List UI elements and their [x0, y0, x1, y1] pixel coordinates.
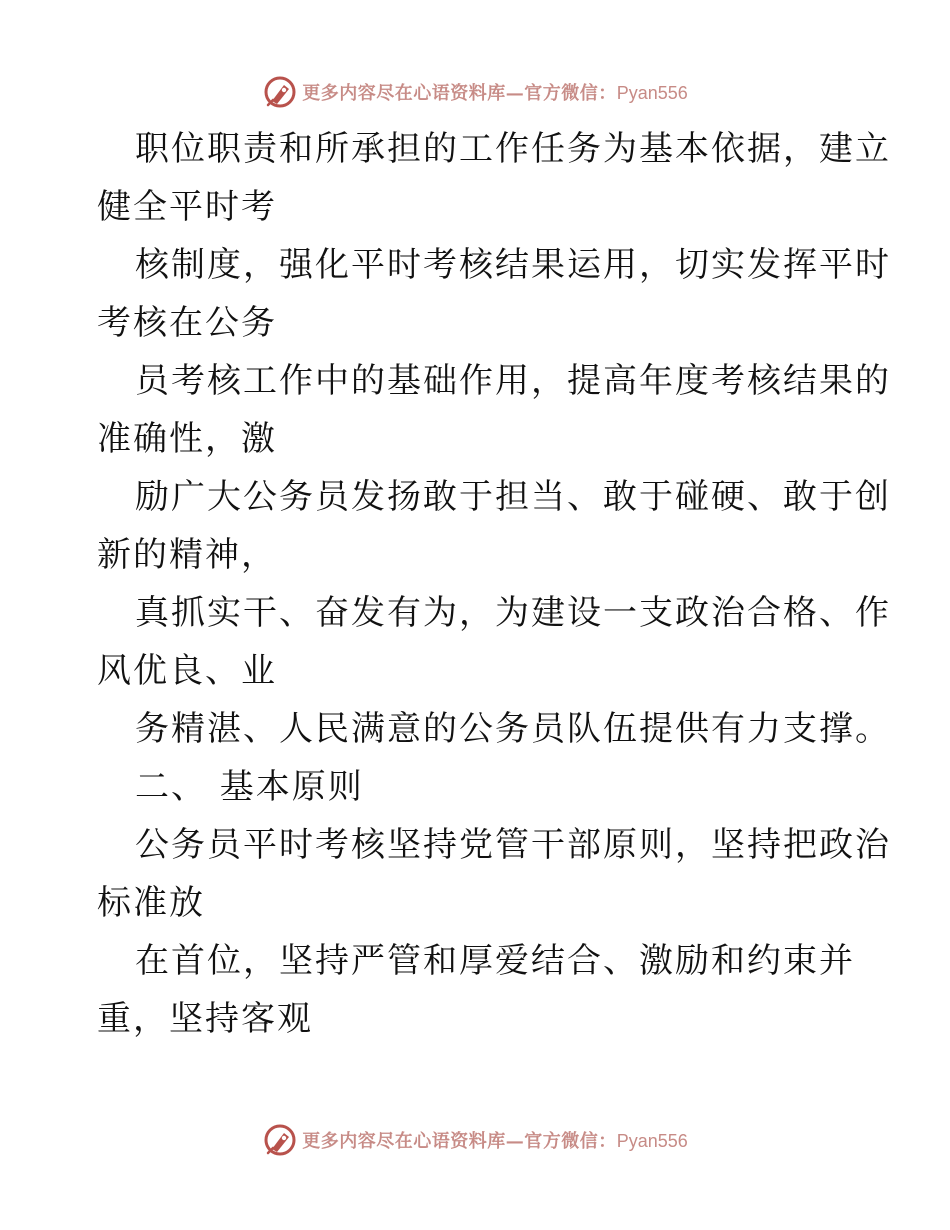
body-text-line: 健全平时考	[97, 187, 277, 227]
body-text-line: 新的精神，	[97, 535, 277, 575]
body-text-line: 核制度，强化平时考核结果运用，切实发挥平时	[135, 245, 891, 285]
watermark-text: 更多内容尽在心语资料库—官方微信：Pyan556	[302, 83, 688, 104]
body-text-line: 公务员平时考核坚持党管干部原则，坚持把政治	[135, 825, 891, 865]
body-text-line: 员考核工作中的基础作用，提高年度考核结果的	[135, 361, 891, 401]
body-text-line: 在首位，坚持严管和厚爱结合、激励和约束并	[135, 941, 855, 981]
pen-nib-logo-icon	[262, 1122, 298, 1158]
body-text-line: 考核在公务	[97, 303, 277, 343]
body-text-line: 准确性，激	[97, 419, 277, 459]
watermark-text: 更多内容尽在心语资料库—官方微信：Pyan556	[302, 1131, 688, 1152]
body-text-line: 标准放	[97, 883, 205, 923]
body-text-line: 二、 基本原则	[135, 767, 364, 807]
body-text-line: 重，坚持客观	[97, 999, 313, 1039]
body-text-line: 励广大公务员发扬敢于担当、敢于碰硬、敢于创	[135, 477, 891, 517]
document-body	[97, 120, 891, 1048]
pen-nib-logo-icon	[262, 74, 298, 110]
footer-watermark	[0, 1120, 950, 1160]
body-text-line: 真抓实干、奋发有为，为建设一支政治合格、作	[135, 593, 891, 633]
body-text-line: 务精湛、人民满意的公务员队伍提供有力支撑。	[135, 709, 891, 749]
body-text-line: 风优良、业	[97, 651, 277, 691]
body-text-line: 职位职责和所承担的工作任务为基本依据，建立	[135, 129, 891, 169]
header-watermark	[0, 72, 950, 112]
